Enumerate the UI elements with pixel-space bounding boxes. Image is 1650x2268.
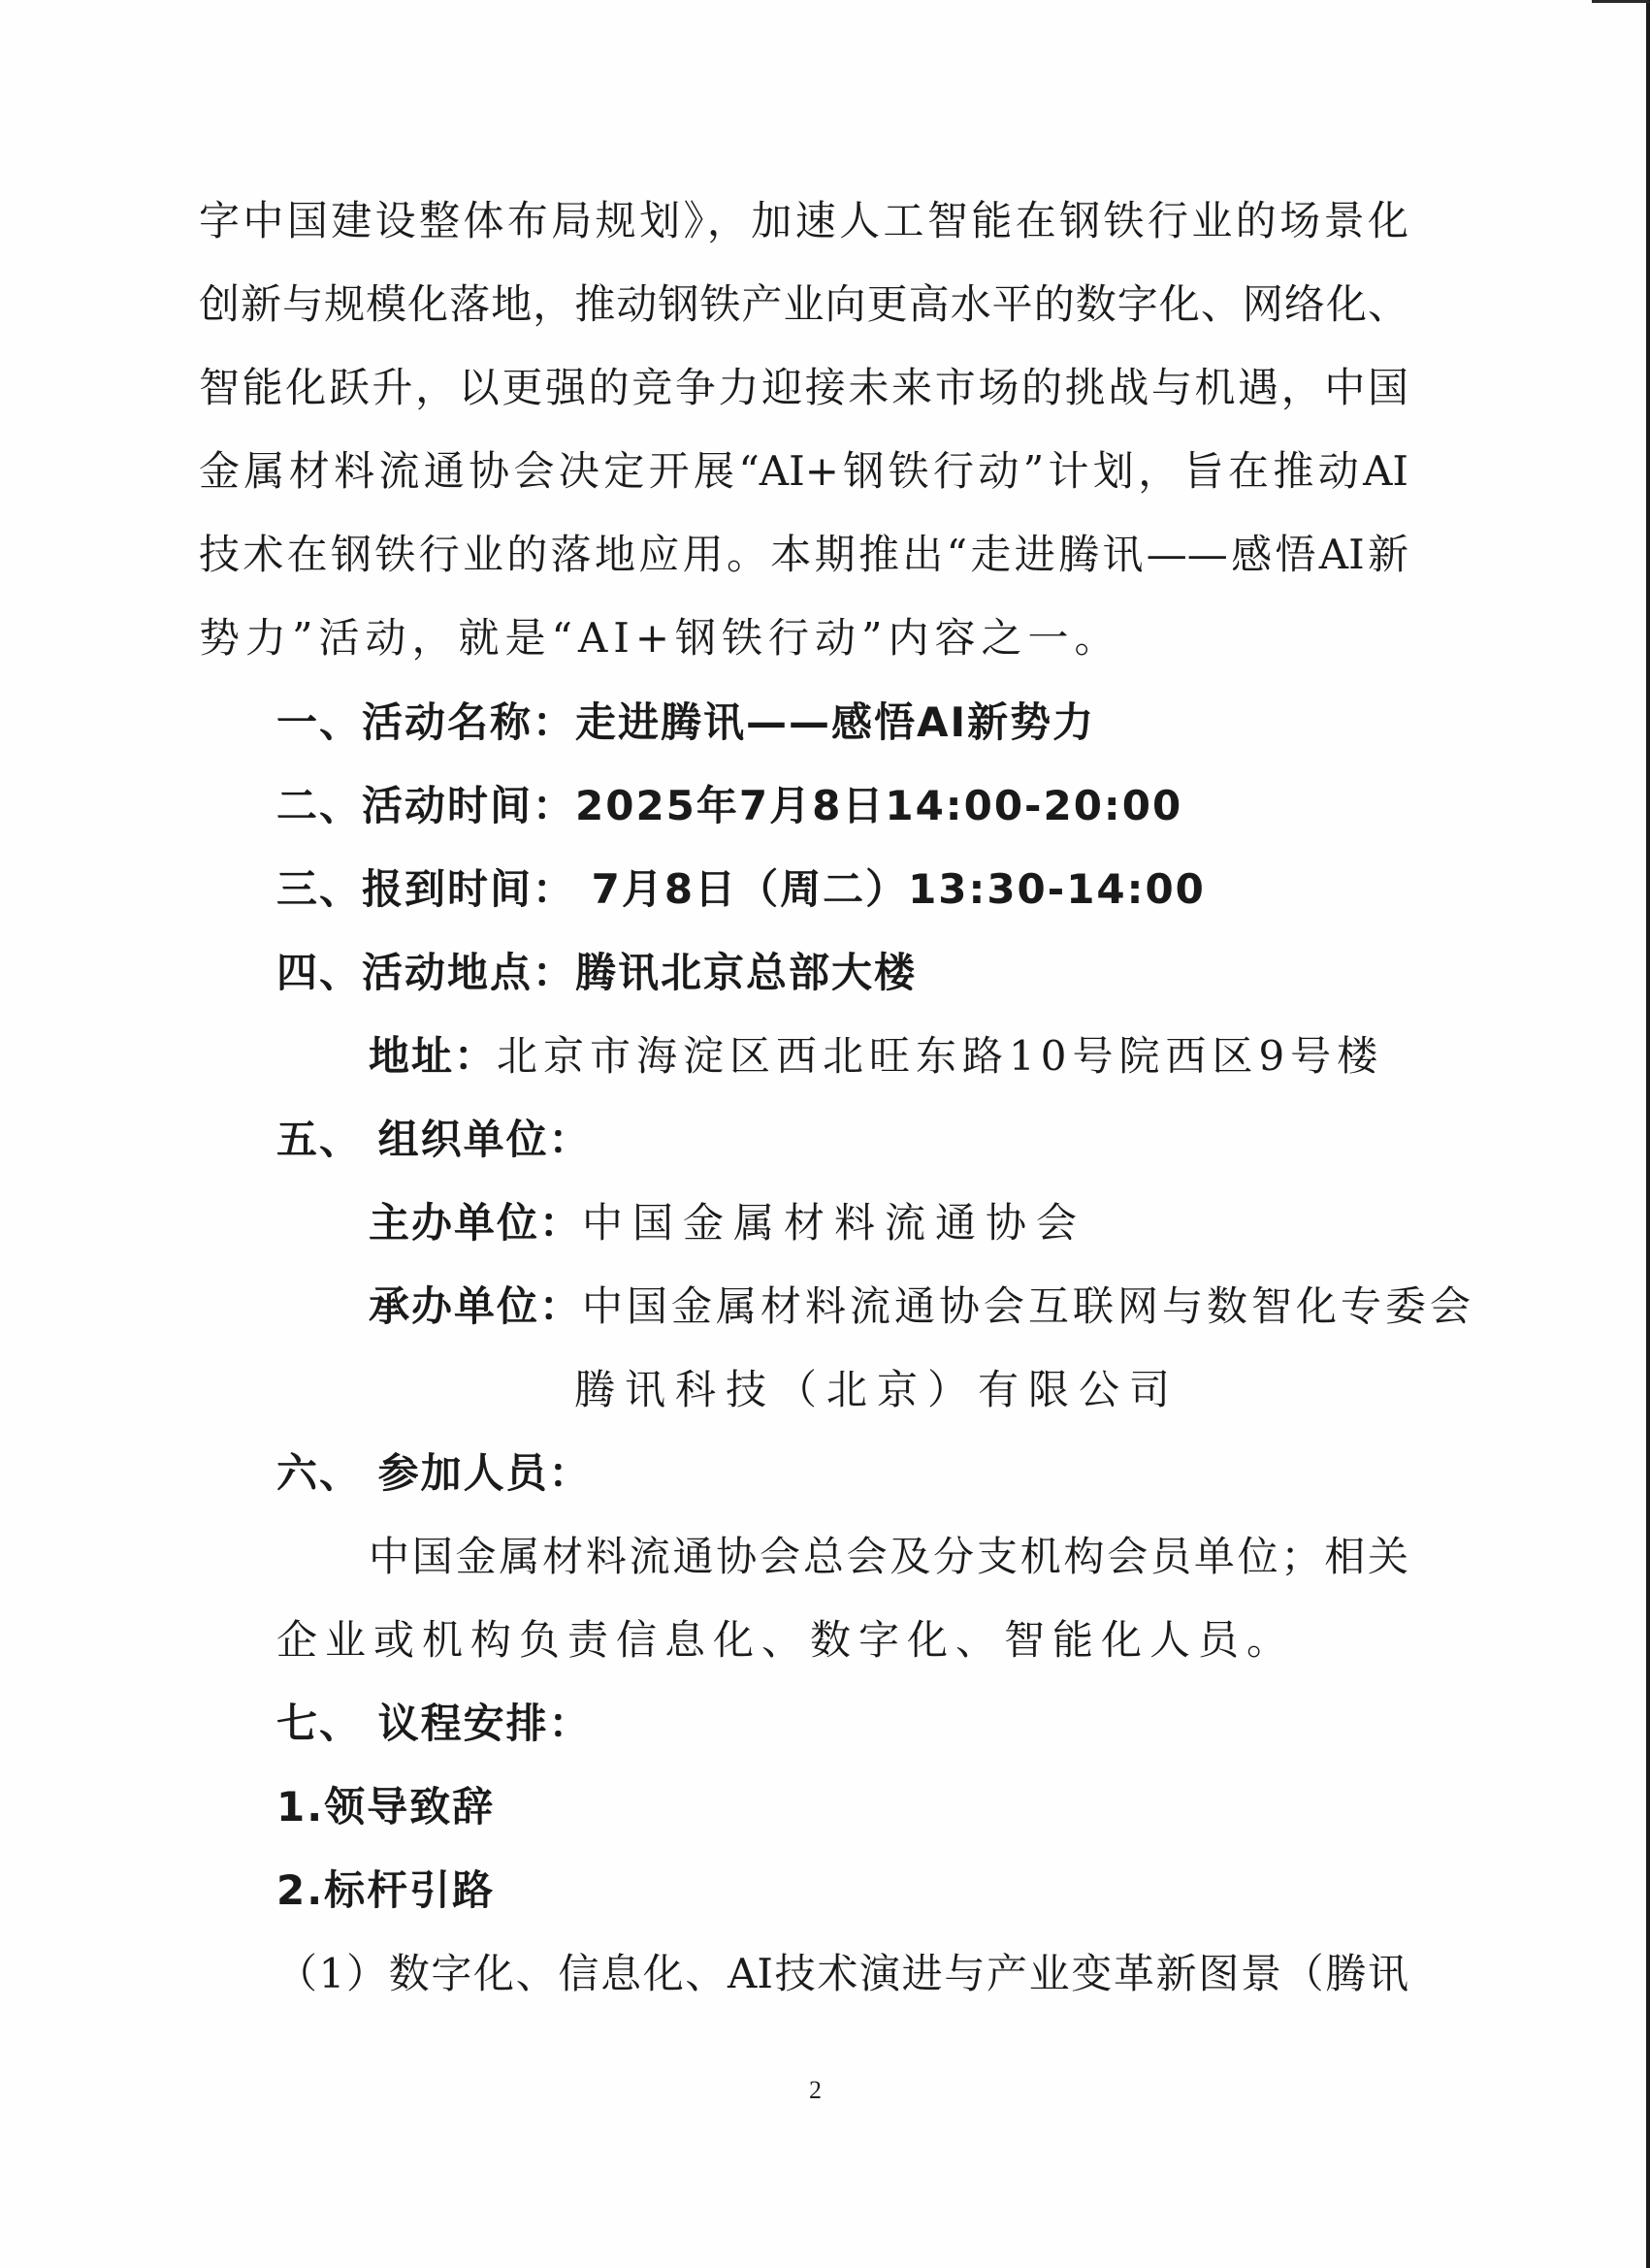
section-activity-time-value: 2025年7月8日14:00-20:00 xyxy=(575,782,1183,829)
agenda-item-1: 1.领导致辞 xyxy=(276,1783,496,1831)
agenda-item-2: 2.标杆引路 xyxy=(276,1866,496,1914)
agenda-sub-item-1: （1）数字化、信息化、AI技术演进与产业变革新图景（腾讯 xyxy=(276,1950,1408,1997)
section-agenda: 七、 议程安排： xyxy=(276,1700,592,1747)
section-venue-label: 四、活动地点： xyxy=(276,949,576,996)
section-activity-name xyxy=(276,698,1095,747)
section-venue-value: 腾讯北京总部大楼 xyxy=(575,949,918,996)
section-checkin-time xyxy=(276,865,1206,914)
intro-line-3: 智能化跃升，以更强的竞争力迎接未来市场的挑战与机遇，中国 xyxy=(199,364,1408,411)
organizer-host xyxy=(369,1199,1086,1247)
participants-line-2: 企业或机构负责信息化、数字化、智能化人员。 xyxy=(276,1616,1296,1664)
organizer-co xyxy=(369,1282,1474,1331)
page-number: 2 xyxy=(809,2076,822,2104)
venue-address xyxy=(369,1032,1383,1081)
organizer-host-value: 中国金属材料流通协会 xyxy=(582,1199,1087,1247)
section-organizers: 五、 组织单位： xyxy=(276,1116,592,1163)
intro-line-1: 字中国建设整体布局规划》，加速人工智能在钢铁行业的场景化 xyxy=(199,197,1408,244)
organizer-co-label: 承办单位： xyxy=(369,1282,583,1330)
organizer-host-label: 主办单位： xyxy=(369,1199,583,1247)
scan-edge-corner xyxy=(1592,0,1650,3)
intro-line-5: 技术在钢铁行业的落地应用。本期推出“走进腾讯——感悟AI新 xyxy=(199,531,1408,578)
section-checkin-time-value: 7月8日（周二）13:30-14:00 xyxy=(575,865,1206,913)
organizer-co-value-1: 中国金属材料流通协会互联网与数智化专委会 xyxy=(582,1282,1475,1330)
organizer-co-value-2: 腾讯科技（北京）有限公司 xyxy=(574,1366,1181,1413)
section-participants: 六、 参加人员： xyxy=(276,1449,592,1497)
intro-line-4: 金属材料流通协会决定开展“AI+钢铁行动”计划，旨在推动AI xyxy=(199,447,1408,495)
section-activity-time xyxy=(276,782,1182,830)
intro-line-6: 势力”活动，就是“AI+钢铁行动”内容之一。 xyxy=(199,614,1121,662)
section-activity-time-label: 二、活动时间： xyxy=(276,782,576,829)
section-checkin-time-label: 三、报到时间： xyxy=(276,865,576,913)
section-venue xyxy=(276,949,917,997)
intro-line-2: 创新与规模化落地，推动钢铁产业向更高水平的数字化、网络化、 xyxy=(199,280,1408,328)
venue-address-label: 地址： xyxy=(369,1032,498,1080)
scan-edge-shadow xyxy=(1646,0,1650,2268)
section-activity-name-label: 一、活动名称： xyxy=(276,698,576,746)
venue-address-value: 北京市海淀区西北旺东路10号院西区9号楼 xyxy=(497,1032,1384,1080)
section-activity-name-value: 走进腾讯——感悟AI新势力 xyxy=(575,698,1096,746)
participants-line-1: 中国金属材料流通协会总会及分支机构会员单位；相关 xyxy=(369,1533,1408,1580)
